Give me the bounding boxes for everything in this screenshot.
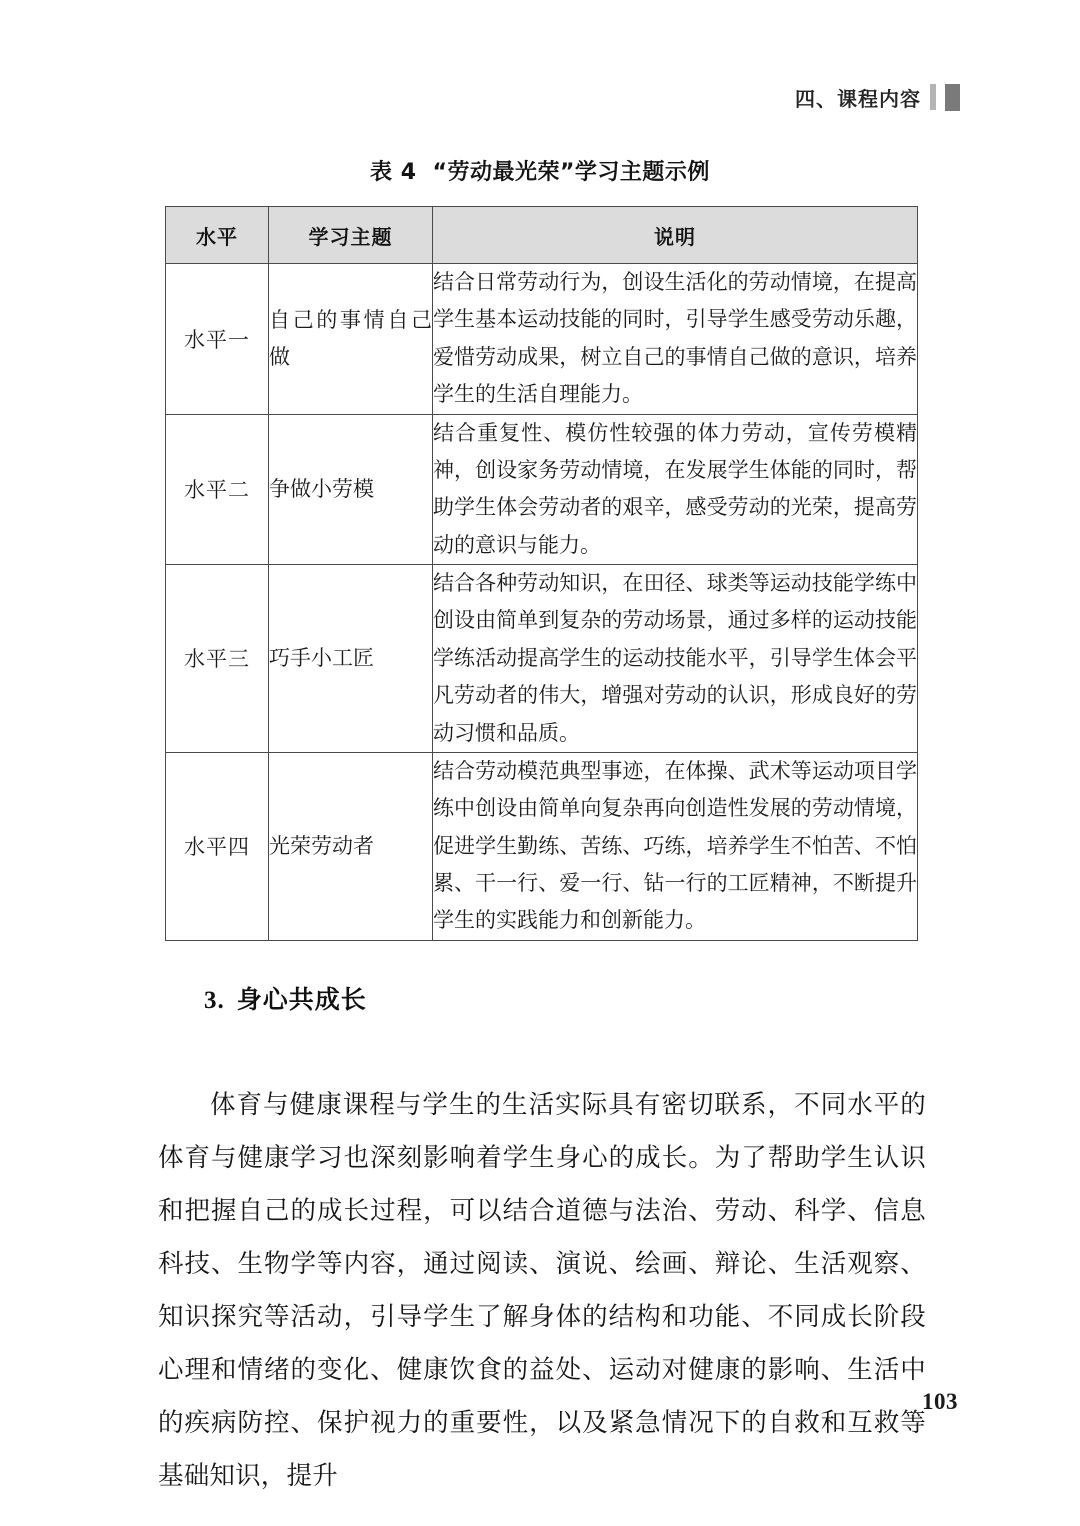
column-header-description: 说明 xyxy=(433,207,918,264)
cell-description: 结合日常劳动行为，创设生活化的劳动情境，在提高学生基本运动技能的同时，引导学生感受劳动乐趣，爱惜劳动成果，树立自己的事情自己做的意识，培养学生的生活自理能力。 xyxy=(433,264,918,415)
table-row xyxy=(166,414,918,565)
cell-level: 水平三 xyxy=(166,565,269,753)
body-paragraph: 体育与健康课程与学生的生活实际具有密切联系，不同水平的体育与健康学习也深刻影响着学生身心的成长。为了帮助学生认识和把握自己的成长过程，可以结合道德与法治、劳动、科学、信息科技、生物学等内容，通过阅读、演说、绘画、辩论、生活观察、知识探究等活动，引导学生了解身体的结构和功能、不同成长阶段心理和情绪的变化、健康饮食的益处、运动对健康的影响、生活中的疾病防控、保护视力的重要性，以及紧急情况下的自救和互救等基础知识，提升 xyxy=(158,1089,926,1490)
cell-theme: 争做小劳模 xyxy=(269,414,433,565)
column-header-theme: 学习主题 xyxy=(269,207,433,264)
table-number: 表 4 xyxy=(370,160,417,185)
column-header-level: 水平 xyxy=(166,207,269,264)
table-row xyxy=(166,264,918,415)
table-head xyxy=(166,207,918,264)
table-body xyxy=(166,264,918,941)
table-header-row xyxy=(166,207,918,264)
cell-description: 结合重复性、模仿性较强的体力劳动，宣传劳模精神，创设家务劳动情境，在发展学生体能的同时，帮助学生体会劳动者的艰辛，感受劳动的光荣，提高劳动的意识与能力。 xyxy=(433,414,918,565)
cell-theme: 自己的事情自己做 xyxy=(269,264,433,415)
page-number: 103 xyxy=(922,1389,958,1414)
learning-theme-table xyxy=(165,206,918,941)
cell-description: 结合劳动模范典型事迹，在体操、武术等运动项目学练中创设由简单向复杂再向创造性发展的劳动情境，促进学生勤练、苦练、巧练，培养学生不怕苦、不怕累、干一行、爱一行、钻一行的工匠精神，不断提升学生的实践能力和创新能力。 xyxy=(433,752,918,940)
table-caption xyxy=(0,155,1080,186)
cell-theme: 巧手小工匠 xyxy=(269,565,433,753)
table-caption-text: “劳动最光荣”学习主题示例 xyxy=(432,160,710,185)
running-header xyxy=(795,82,960,112)
chapter-title: 四、课程内容 xyxy=(795,86,921,111)
cell-level: 水平一 xyxy=(166,264,269,415)
section-number: 3. xyxy=(204,987,225,1014)
header-bar-light-icon xyxy=(930,84,936,110)
cell-level: 水平二 xyxy=(166,414,269,565)
cell-theme: 光荣劳动者 xyxy=(269,752,433,940)
cell-description: 结合各种劳动知识，在田径、球类等运动技能学练中创设由简单到复杂的劳动场景，通过多样的运动技能学练活动提高学生的运动技能水平，引导学生体会平凡劳动者的伟大，增强对劳动的认识，形成良好的劳动习惯和品质。 xyxy=(433,565,918,753)
section-heading-text: 身心共成长 xyxy=(236,985,367,1014)
section-heading xyxy=(204,980,367,1016)
header-bar-dark-icon xyxy=(945,84,960,111)
table-row xyxy=(166,752,918,940)
table-row xyxy=(166,565,918,753)
cell-level: 水平四 xyxy=(166,752,269,940)
